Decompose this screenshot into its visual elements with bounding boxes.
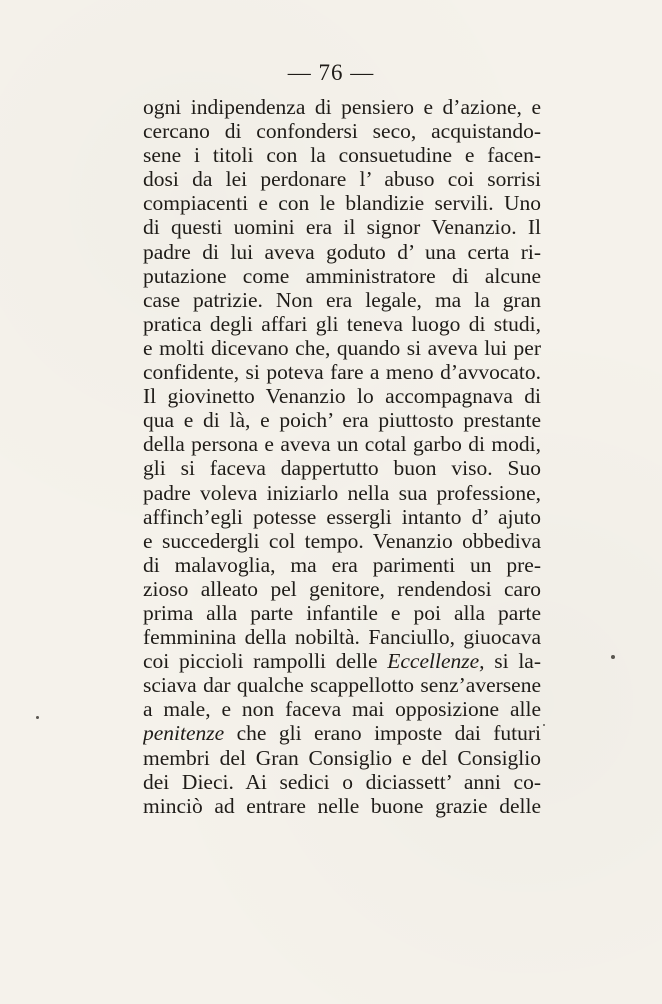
text-run: di malavoglia, ma era parimenti un pre- xyxy=(143,552,541,577)
text-line xyxy=(143,625,541,649)
text-run: Il giovinetto Venanzio lo accompagnava di xyxy=(143,384,541,409)
text-line xyxy=(143,697,541,721)
text-line xyxy=(143,191,541,215)
text-run: a male, e non faceva mai opposizione alle xyxy=(143,697,541,722)
text-line xyxy=(143,95,541,119)
text-line xyxy=(143,770,541,794)
text-run: zioso alleato pel genitore, rendendosi caro xyxy=(143,576,541,601)
text-line xyxy=(143,167,541,191)
text-run: dosi da lei perdonare l’ abuso coi sorrisi xyxy=(143,167,541,192)
text-run: femminina della nobiltà. Fanciullo, giuocava xyxy=(143,625,541,650)
text-run: e molti dicevano che, quando si aveva lui per xyxy=(143,335,541,360)
text-run: putazione come amministratore di alcune xyxy=(143,263,541,288)
text-run: case patrizie. Non era legale, ma la gran xyxy=(143,287,541,312)
text-line xyxy=(143,360,541,384)
text-line xyxy=(143,143,541,167)
text-run: membri del Gran Consiglio e del Consiglio xyxy=(143,745,541,770)
text-line xyxy=(143,240,541,264)
page-number: — 76 — xyxy=(287,60,375,85)
text-line xyxy=(143,312,541,336)
italic-run: penitenze xyxy=(143,721,225,746)
italic-run: Eccellenze, xyxy=(387,649,485,674)
text-run: cercano di confondersi seco, acquistando- xyxy=(143,119,541,144)
text-line xyxy=(143,553,541,577)
text-line xyxy=(143,746,541,770)
text-run: compiacenti e con le blandizie servili. Uno xyxy=(143,191,541,216)
text-run: coi piccioli rampolli delle xyxy=(143,649,388,674)
text-line xyxy=(143,529,541,553)
text-run: e succedergli col tempo. Venanzio obbediva xyxy=(143,528,541,553)
text-line xyxy=(143,601,541,625)
text-run: confidente, si poteva fare a meno d’avvocato. xyxy=(143,360,541,385)
text-line xyxy=(143,649,541,673)
text-run: affinch’egli potesse essergli intanto d’ ajuto xyxy=(143,504,541,529)
text-line xyxy=(143,215,541,239)
text-line xyxy=(143,794,541,818)
text-run: qua e di là, e poich’ era piuttosto prestante xyxy=(143,408,541,433)
text-line xyxy=(143,577,541,601)
text-line xyxy=(143,721,541,745)
print-speck xyxy=(36,716,39,719)
print-speck xyxy=(543,724,545,726)
text-line xyxy=(143,432,541,456)
text-line xyxy=(143,505,541,529)
text-run: sene i titoli con la consuetudine e facen- xyxy=(143,143,541,168)
text-run: gli si faceva dappertutto buon viso. Suo xyxy=(143,456,541,481)
text-line xyxy=(143,408,541,432)
text-run: prima alla parte infantile e poi alla parte xyxy=(143,600,541,625)
text-line xyxy=(143,264,541,288)
text-line xyxy=(143,456,541,480)
text-run: dei Dieci. Ai sedici o diciassett’ anni co- xyxy=(143,769,541,794)
text-run: si la- xyxy=(484,649,541,674)
text-line xyxy=(143,481,541,505)
text-run: pratica degli affari gli teneva luogo di studi, xyxy=(143,311,541,336)
print-speck xyxy=(611,655,615,659)
text-run: della persona e aveva un cotal garbo di modi, xyxy=(143,432,541,457)
text-run: padre di lui aveva goduto d’ una certa ri- xyxy=(143,239,541,264)
text-line xyxy=(143,673,541,697)
text-run: sciava dar qualche scappellotto senz’aversene xyxy=(143,673,541,698)
text-line xyxy=(143,119,541,143)
text-body xyxy=(143,95,541,818)
text-run: ogni indipendenza di pensiero e d’azione, e xyxy=(143,95,541,119)
text-line xyxy=(143,336,541,360)
text-line xyxy=(143,288,541,312)
text-line xyxy=(143,384,541,408)
text-run: che gli erano imposte dai futuri xyxy=(224,721,541,746)
text-run: padre voleva iniziarlo nella sua professione, xyxy=(143,480,541,505)
text-run: di questi uomini era il signor Venanzio. Il xyxy=(143,215,541,240)
text-run: minciò ad entrare nelle buone grazie delle xyxy=(143,793,541,818)
